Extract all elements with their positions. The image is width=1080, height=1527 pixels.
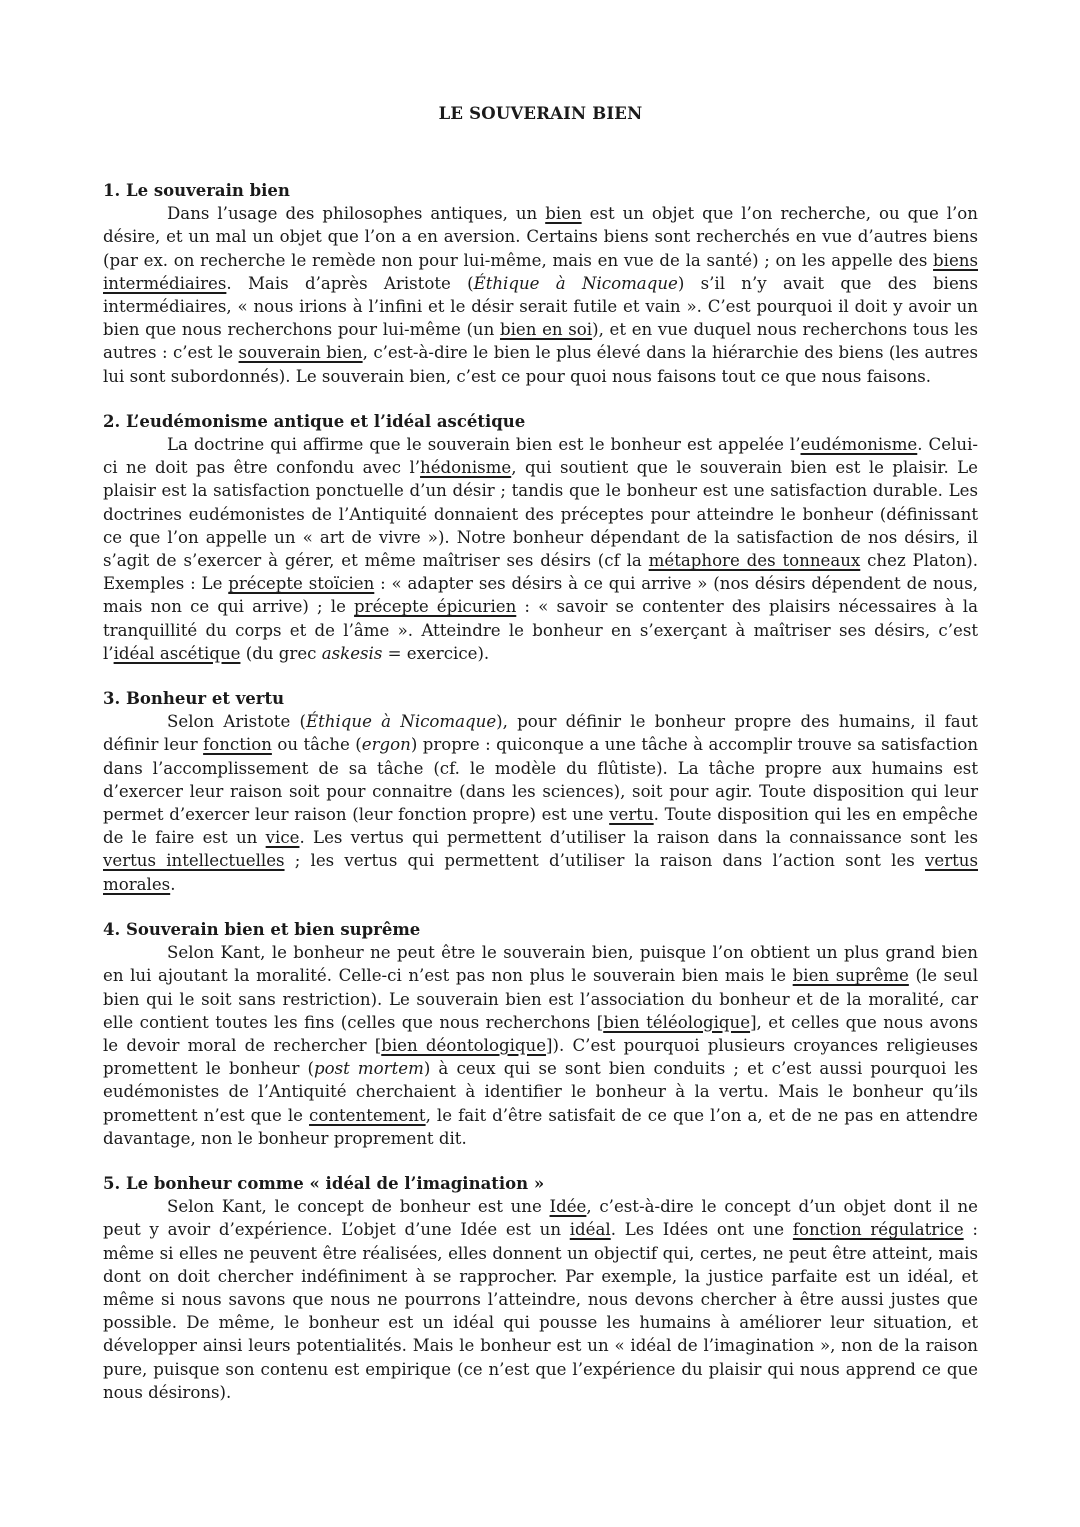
text-run: ou tâche ( xyxy=(271,735,362,755)
section-bonheur-vertu xyxy=(103,687,978,896)
section-paragraph xyxy=(103,710,978,896)
underlined-term: biens intermédiaires xyxy=(103,250,978,293)
section-paragraph xyxy=(103,433,978,665)
underlined-term: Idée xyxy=(549,1197,587,1217)
underlined-term: bien suprême xyxy=(792,966,909,986)
section-heading: 5. Le bonheur comme « idéal de l’imagination » xyxy=(103,1173,545,1193)
section-paragraph xyxy=(103,202,978,388)
underlined-term: vertus intellectuelles xyxy=(103,851,285,871)
underlined-term: bien en soi xyxy=(499,320,593,340)
text-run: , qui soutient que le souverain bien est le plaisir. Le plaisir est la satisfaction ponctuelle d’un désir ; tandis que le bonheur est une satisfaction durable. Les doctrines eudémonistes de l’Antiquité donnaient des préceptes pour atteindre le bonheur (définissant ce que l’on appelle un « art de vivre »). Notre bonheur dépendant de la satisfaction de nos désirs, il s’agit de s’exercer à gérer, et même maîtriser ses désirs (cf la xyxy=(103,458,978,571)
text-run: Selon Kant, le bonheur ne peut être le souverain bien, puisque l’on obtient un plus grand bien en lui ajoutant la moralité. Celle-ci n’est pas non plus le souverain bien mais le xyxy=(103,943,978,986)
underlined-term: précepte stoïcien xyxy=(228,574,375,594)
text-run: . xyxy=(170,874,176,894)
italic-term: ergon xyxy=(361,735,411,755)
text-run: ), et en vue duquel nous recherchons tous les autres : c’est le xyxy=(103,320,978,363)
section-bien-supreme xyxy=(103,918,978,1150)
italic-term: post mortem xyxy=(314,1059,424,1079)
text-run: (le seul bien qui le soit sans restriction). Le souverain bien est l’association du bonheur et de la moralité, car elle contient toutes les fins (celles que nous recherchons [ xyxy=(103,966,979,1032)
underlined-term: souverain bien xyxy=(238,343,363,363)
underlined-term: contentement xyxy=(309,1105,426,1125)
text-run: . Toute disposition qui les en empêche de le faire est un xyxy=(103,805,979,848)
underlined-term: bien xyxy=(545,204,582,224)
text-run: ) propre : quiconque a une tâche à accomplir trouve sa satisfaction dans l’accomplissement de sa tâche (cf. le modèle du flûtiste). La tâche propre aux humains est d’exercer leur raison soit pour connaitre (dans les sciences), soit pour agir. Toute disposition qui leur permet d’exercer leur raison (leur fonction propre) est une xyxy=(103,735,979,825)
text-run: ], et celles que nous avons le devoir moral de rechercher [ xyxy=(103,1012,978,1055)
text-run: . Mais d’après Aristote ( xyxy=(226,273,474,293)
text-run: ]). C’est pourquoi plusieurs croyances religieuses promettent le bonheur ( xyxy=(103,1035,978,1079)
text-run: : « adapter ses désirs à ce qui arrive » (nos désirs dépendent de nous, mais non ce qui arrive) ; le xyxy=(103,574,979,617)
section-heading: 3. Bonheur et vertu xyxy=(103,689,285,709)
underlined-term: fonction régulatrice xyxy=(792,1220,964,1240)
section-souverain-bien xyxy=(103,179,978,388)
underlined-term: fonction xyxy=(203,735,272,755)
text-run: chez Platon). Exemples : Le xyxy=(103,551,978,594)
text-run: , c’est-à-dire le concept d’un objet dont il ne peut y avoir d’expérience. L’objet d’une Idée est un xyxy=(103,1197,978,1240)
underlined-term: idéal ascétique xyxy=(113,643,241,663)
text-run: ), pour définir le bonheur propre des humains, il faut définir leur xyxy=(103,712,978,755)
text-run: ) à ceux qui se sont bien conduits ; et c’est aussi pourquoi les eudémonistes de l’Antiquité cherchaient à identifier le bonheur à la vertu. Mais le bonheur qu’ils promettent n’est que le xyxy=(103,1059,979,1125)
text-run: = exercice). xyxy=(382,643,490,663)
text-run: , le fait d’être satisfait de ce que l’on a, et de ne pas en attendre davantage, non le bonheur proprement dit. xyxy=(103,1105,979,1148)
text-run: ; les vertus qui permettent d’utiliser la raison dans l’action sont les xyxy=(284,851,925,871)
underlined-term: idéal xyxy=(569,1220,611,1240)
section-heading: 2. L’eudémonisme antique et l’idéal ascétique xyxy=(103,411,526,431)
text-run: (du grec xyxy=(240,643,322,663)
text-run: est un objet que l’on recherche, ou que l’on désire, et un mal un objet que l’on a en aversion. Certains biens sont recherchés en vue d’autres biens (par ex. on recherche le remède non pour lui-même, mais en vue de la santé) ; on les appelle des xyxy=(103,204,978,270)
text-run: . Les vertus qui permettent d’utiliser la raison dans la connaissance sont les xyxy=(299,828,978,848)
underlined-term: hédonisme xyxy=(420,458,512,478)
text-run: ) s’il n’y avait que des biens intermédiaires, « nous irions à l’infini et le désir serait futile et vain ». C’est pourquoi il doit y avoir un bien que nous recherchons pour lui-même (un xyxy=(103,273,978,340)
underlined-term: précepte épicurien xyxy=(354,597,517,617)
italic-title: Éthique à Nicomaque xyxy=(473,273,678,293)
section-heading: 4. Souverain bien et bien suprême xyxy=(103,919,421,939)
text-run: . Celui-ci ne doit pas être confondu avec l’ xyxy=(103,435,978,478)
section-heading: 1. Le souverain bien xyxy=(103,181,290,200)
underlined-term: vertu xyxy=(609,805,654,825)
underlined-term: vice xyxy=(265,828,300,848)
underlined-term: eudémonisme xyxy=(800,435,918,455)
italic-term: askesis xyxy=(321,643,383,663)
text-run: . Les Idées ont une xyxy=(610,1220,793,1240)
section-eudemonisme xyxy=(103,410,978,665)
text-run: : même si elles ne peuvent être réalisées, elles donnent un objectif qui, certes, ne peut être atteint, mais dont on doit chercher indéfiniment à se rapprocher. Par exemple, la justice parfaite est un idéal, et même si nous savons que nous ne pourrons l’atteindre, nous devons chercher à être aussi justes que possible. De même, le bonheur est un idéal qui pousse les humains à améliorer leur situation, et développer ainsi leurs potentialités. Mais le bonheur est un « idéal de l’imagination », non de la raison pure, puisque son contenu est empirique (ce n’est que l’expérience du plaisir qui nous apprend ce que nous désirons). xyxy=(103,1220,978,1402)
page-title: LE SOUVERAIN BIEN xyxy=(438,104,643,123)
section-paragraph xyxy=(103,1195,978,1404)
text-run: Selon Kant, le concept de bonheur est une xyxy=(167,1197,550,1217)
underlined-term: métaphore des tonneaux xyxy=(648,551,861,571)
underlined-term: vertus morales xyxy=(103,851,978,894)
text-run: La doctrine qui affirme que le souverain bien est le bonheur est appelée l’ xyxy=(167,435,801,455)
text-run: Dans l’usage des philosophes antiques, un xyxy=(167,204,546,224)
italic-title: Éthique à Nicomaque xyxy=(306,712,497,732)
text-run: , c’est-à-dire le bien le plus élevé dans la hiérarchie des biens (les autres lui sont subordonnés). Le souverain bien, c’est ce pour quoi nous faisons tout ce que nous faisons. xyxy=(103,343,979,386)
section-ideal-imagination xyxy=(103,1172,978,1404)
underlined-term: bien déontologique xyxy=(381,1035,547,1055)
text-run: : « savoir se contenter des plaisirs nécessaires à la tranquillité du corps et de l’âme ». Atteindre le bonheur en s’exerçant à maîtriser ses désirs, c’est l’ xyxy=(103,597,978,663)
text-run: Selon Aristote ( xyxy=(167,712,307,732)
section-paragraph xyxy=(103,941,978,1150)
underlined-term: bien téléologique xyxy=(603,1012,751,1032)
